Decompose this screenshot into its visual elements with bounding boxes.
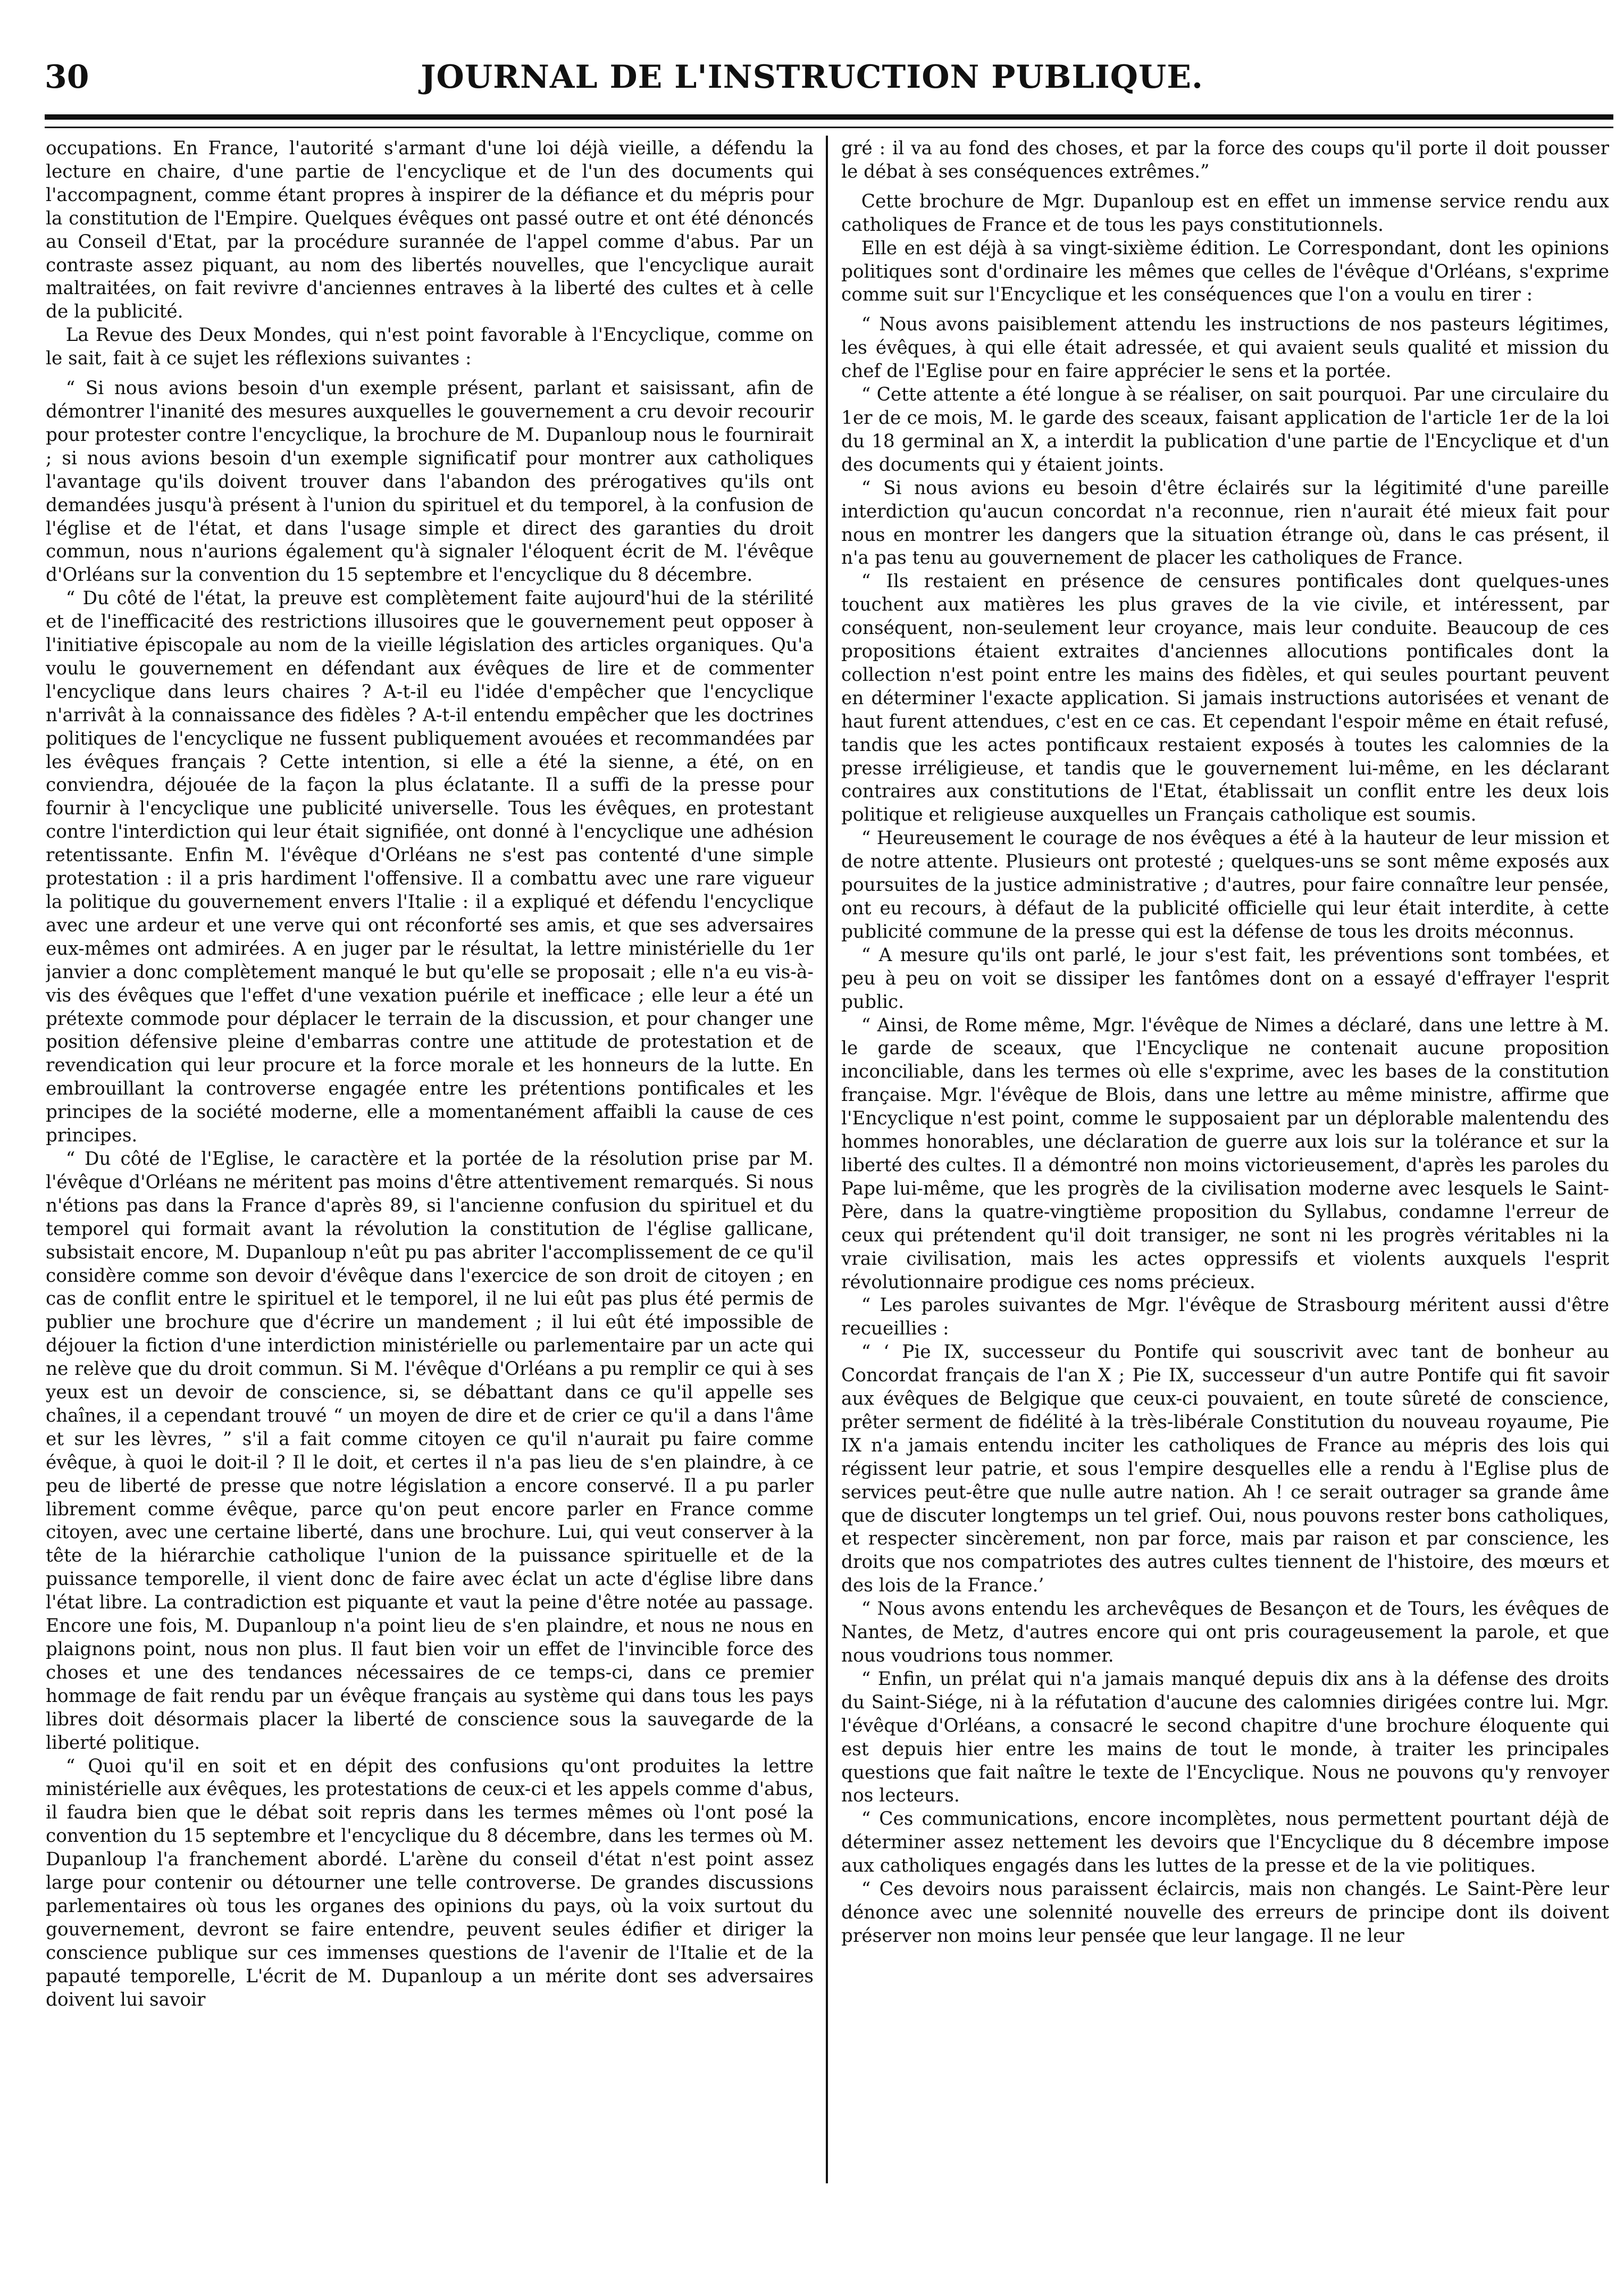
- paragraph: occupations. En France, l'autorité s'armant d'une loi déjà vieille, a défendu la lecture en chaire, d'une partie de l'encyclique et de l'un des documents qui l'accompagnent, comme étant propres à inspirer de la défiance et du mépris pour la constitution de l'Empire. Quelques évêques ont passé outre et ont été dénoncés au Conseil d'Etat, par la procédure surannée de l'appel comme d'abus. Par un contraste assez piquant, au nom des libertés nouvelles, que l'encyclique aurait maltraitées, on fait revivre d'anciennes entraves à la liberté des cultes et à celle de la publicité.: [46, 138, 814, 323]
- quoted-paragraph: “ Enfin, un prélat qui n'a jamais manqué depuis dix ans à la défense des droits du Saint-Siége, ni à la réfutation d'aucune des calomnies dirigées contre lui. Mgr. l'évêque d'Orléans, a consacré le second chapitre d'une brochure éloquente qui est depuis hier entre les mains de tout le monde, à traiter les principales questions que fait naître le texte de l'Encyclique. Nous ne pouvons qu'y renvoyer nos lecteurs.: [841, 1668, 1609, 1807]
- quoted-paragraph: “ Nous avons paisiblement attendu les instructions de nos pasteurs légitimes, les évêques, à qui elle était adressée, et qui avaient seuls qualité et mission du chef de l'Eglise pour en faire apprécier le sens et la portée.: [841, 314, 1609, 382]
- paragraph: Elle en est déjà à sa vingt-sixième édition. Le Correspondant, dont les opinions politiques sont d'ordinaire les mêmes que celles de l'évêque d'Orléans, s'exprime comme suit sur l'Encyclique et les conséquences que l'on a voulu en tirer :: [841, 237, 1609, 306]
- journal-title: JOURNAL DE L'INSTRUCTION PUBLIQUE.: [421, 59, 1203, 96]
- paragraph: gré : il va au fond des choses, et par la force des coups qu'il porte il doit pousser le débat à ses conséquences extrêmes.”: [841, 138, 1609, 182]
- quoted-paragraph: “ Ces communications, encore incomplètes, nous permettent pourtant déjà de déterminer assez nettement les devoirs que l'Encyclique du 8 décembre impose aux catholiques engagés dans les luttes de la presse et de la vie politiques.: [841, 1808, 1609, 1877]
- page-number: 30: [45, 59, 89, 96]
- quoted-paragraph: “ A mesure qu'ils ont parlé, le jour s'est fait, les préventions sont tombées, et peu à peu on voit se dissiper les fantômes dont on a essayé d'effrayer l'esprit public.: [841, 944, 1609, 1013]
- quoted-paragraph: “ Si nous avions eu besoin d'être éclairés sur la légitimité d'une pareille interdiction qu'aucun concordat n'a reconnue, rien n'aurait été mieux fait pour nous en montrer les dangers que la situation étrange où, dans le cas présent, il n'a pas tenu au gouvernement de placer les catholiques de France.: [841, 477, 1609, 569]
- quoted-paragraph: “ Ainsi, de Rome même, Mgr. l'évêque de Nimes a déclaré, dans une lettre à M. le garde de sceaux, que l'Encyclique ne contenait aucune proposition inconciliable, dans les termes où elle s'exprime, avec les bases de la constitution française. Mgr. l'évêque de Blois, dans une lettre au même ministre, affirme que l'Encyclique n'est point, comme le supposaient par un déplorable malentendu des hommes honorables, une déclaration de guerre aux lois sur la tolérance et sur la liberté des cultes. Il a démontré non moins victorieusement, d'après les paroles du Pape lui-même, que les progrès de la civilisation moderne avec lesquels le Saint-Père, dans la quatre-vingtième proposition du Syllabus, condamne l'erreur de ceux qui prétendent qu'il doit transiger, ne sont ni les progrès véritables ni la vraie civilisation, mais les actes oppressifs et violents auxquels l'esprit révolutionnaire prodigue ces noms précieux.: [841, 1014, 1609, 1293]
- quoted-paragraph: “ Du côté de l'Eglise, le caractère et la portée de la résolution prise par M. l'évêque d'Orléans ne méritent pas moins d'être attentivement remarqués. Si nous n'étions pas dans la France d'après 89, si l'ancienne confusion du spirituel et du temporel qui formait avant la révolution la constitution de l'église gallicane, subsistait encore, M. Dupanloup n'eût pu pas abriter l'accomplissement de ce qu'il considère comme son devoir d'évêque dans l'exercice de son droit de citoyen ; en cas de conflit entre le spirituel et le temporel, il ne lui eût pas plus été permis de publier une brochure que d'écrire un mandement ; il lui eût été impossible de déjouer la fiction d'une interdiction ministérielle ou parlementaire par un acte qui ne relève que du droit commun. Si M. l'évêque d'Orléans a pu remplir ce qui à ses yeux est un devoir de conscience, si, se débattant dans ce qu'il appelle ses chaînes, il a cependant trouvé “ un moyen de dire et de crier ce qu'il a dans l'âme et sur les lèvres, ” s'il a fait comme citoyen ce qu'il n'aurait pu faire comme évêque, à quoi le doit-il ? Il le doit, et certes il n'a pas lieu de s'en plaindre, à ce peu de liberté de presse que notre législation a encore conservé. Il a pu parler librement comme évêque, parce qu'on peut encore parler en France comme citoyen, avec une certaine liberté, dans une brochure. Lui, qui veut conserver à la tête de la hiérarchie catholique l'union de la puissance spirituelle et de la puissance temporelle, il vient donc de faire avec éclat un acte d'église libre dans l'état libre. La contradiction est piquante et vaut la peine d'être notée au passage. Encore une fois, M. Dupanloup n'a point lieu de s'en plaindre, et nous ne nous en plaignons point, nous non plus. Il faut bien voir un effet de l'invincible force des choses et une des tendances nécessaires de ce temps-ci, dans ce premier hommage de fait rendu par un évêque français au système qui dans tous les pays libres doit désormais placer la liberté de conscience sous la sauvegarde de la liberté politique.: [46, 1148, 814, 1754]
- page-header: [0, 53, 1624, 101]
- right-column: [841, 137, 1609, 2196]
- paragraph: Cette brochure de Mgr. Dupanloup est en effet un immense service rendu aux catholiques de France et de tous les pays constitutionnels.: [841, 190, 1609, 236]
- quoted-paragraph: “ Du côté de l'état, la preuve est complètement faite aujourd'hui de la stérilité et de l'inefficacité des restrictions illusoires que le gouvernement peut opposer à l'initiative épiscopale au nom de la vieille législation des articles organiques. Qu'a voulu le gouvernement en défendant aux évêques de lire et de commenter l'encyclique dans leurs chaires ? A-t-il eu l'idée d'empêcher que l'encyclique n'arrivât à la connaissance des fidèles ? A-t-il entendu empêcher que les doctrines politiques de l'encyclique ne fussent publiquement avouées et recommandées par les évêques français ? Cette intention, si elle a été la sienne, a été, on en conviendra, déjouée de la façon la plus éclatante. Il a suffi de la presse pour fournir à l'encyclique une publicité universelle. Tous les évêques, en protestant contre l'interdiction qui leur était signifiée, ont donné à l'encyclique une adhésion retentissante. Enfin M. l'évêque d'Orléans ne s'est pas contenté d'une simple protestation : il a pris hardiment l'offensive. Il a combattu avec une rare vigueur la politique du gouvernement envers l'Italie : il a expliqué et défendu l'encyclique avec une ardeur et une verve qui ont réconforté ses amis, et que ses adversaires eux-mêmes ont admirées. A en juger par le résultat, la lettre ministérielle du 1er janvier a donc complètement manqué le but qu'elle se proposait ; elle n'a eu vis-à-vis des évêques que l'effet d'une vexation puérile et inefficace ; elle leur a été un prétexte commode pour déplacer le terrain de la discussion, et pour changer une position défensive pleine d'embarras contre une attitude de protestation et de revendication qui leur procure et la force morale et les honneurs de la lutte. En embrouillant la controverse engagée entre les prétentions pontificales et les principes de la société moderne, elle a momentanément affaibli la cause de ces principes.: [46, 588, 814, 1147]
- quoted-paragraph: “ Les paroles suivantes de Mgr. l'évêque de Strasbourg méritent aussi d'être recueillies :: [841, 1295, 1609, 1340]
- quoted-paragraph: “ Quoi qu'il en soit et en dépit des confusions qu'ont produites la lettre ministérielle aux évêques, les protestations de ceux-ci et les appels comme d'abus, il faudra bien que le débat soit repris dans les termes mêmes où l'ont posé la convention du 15 septembre et l'encyclique du 8 décembre, dans les termes où M. Dupanloup l'a franchement abordé. L'arène du conseil d'état n'est point assez large pour contenir ou détourner une telle controverse. De grandes discussions parlementaires où tous les organes des opinions du pays, où la voix surtout du gouvernement, devront se faire entendre, peuvent seules édifier et diriger la conscience publique sur ces immenses questions de l'avenir de l'Italie et de la papauté temporelle, L'écrit de M. Dupanloup a un mérite dont ses adversaires doivent lui savoir: [46, 1755, 814, 2010]
- column-divider: [826, 136, 828, 2183]
- quoted-paragraph: “ Ils restaient en présence de censures pontificales dont quelques-unes touchent aux matières les plus graves de la vie civile, et intéressent, par conséquent, non-seulement leur croyance, mais leur conduite. Beaucoup de ces propositions étaient extraites d'anciennes allocutions pontificales dont la collection n'est point entre les mains des fidèles, et qui seules pourtant peuvent en déterminer l'exacte application. Si jamais instructions autorisées et venant de haut furent attendues, c'est en ce cas. Et cependant l'espoir même en était refusé, tandis que les actes pontificaux restaient exposés à toutes les calomnies de la presse irréligieuse, et tandis que le gouvernement lui-même, en les déclarant contraires aux constitutions de l'Etat, établissait un conflit entre les deux lois politique et religieuse auxquelles un Français catholique est soumis.: [841, 571, 1609, 826]
- left-column: [46, 137, 814, 2196]
- quoted-paragraph: “ ‘ Pie IX, successeur du Pontife qui souscrivit avec tant de bonheur au Concordat français de l'an X ; Pie IX, successeur d'un autre Pontife qui fit savoir aux évêques de Belgique que ceux-ci pouvaient, en toute sûreté de conscience, prêter serment de fidélité à la très-libérale Constitution du nouveau royaume, Pie IX n'a jamais entendu inciter les catholiques de France au mépris des lois qui régissent leur patrie, et sous l'empire desquelles elle a rendu à l'Eglise plus de services peut-être que nulle autre nation. Ah ! ce serait outrager sa grande âme que de discuter longtemps un tel grief. Oui, nous pouvons rester bons catholiques, et respecter sincèrement, non par force, mais par raison et par conscience, les droits que nos compatriotes des autres cultes tiennent de l'histoire, des mœurs et des lois de la France.’: [841, 1341, 1609, 1597]
- quoted-paragraph: “ Nous avons entendu les archevêques de Besançon et de Tours, les évêques de Nantes, de Metz, d'autres encore qui ont pris courageusement la parole, et que nous voudrions tous nommer.: [841, 1598, 1609, 1666]
- quoted-paragraph: “ Cette attente a été longue à se réaliser, on sait pourquoi. Par une circulaire du 1er de ce mois, M. le garde des sceaux, faisant application de l'article 1er de la loi du 18 germinal an X, a interdit la publication d'une partie de l'Encyclique et d'un des documents qui y étaient joints.: [841, 384, 1609, 475]
- header-rule-thin: [45, 127, 1613, 128]
- header-rule-thick: [45, 114, 1613, 120]
- paragraph: La Revue des Deux Mondes, qui n'est point favorable à l'Encyclique, comme on le sait, fait à ce sujet les réflexions suivantes :: [46, 324, 814, 370]
- quoted-paragraph: “ Ces devoirs nous paraissent éclaircis, mais non changés. Le Saint-Père leur dénonce avec une solennité nouvelle des erreurs de principe dont ils doivent préserver non moins leur pensée que leur langage. Il ne leur: [841, 1879, 1609, 1947]
- quoted-paragraph: “ Si nous avions besoin d'un exemple présent, parlant et saisissant, afin de démontrer l'inanité des mesures auxquelles le gouvernement a cru devoir recourir pour protester contre l'encyclique, la brochure de M. Dupanloup nous le fournirait ; si nous avions besoin d'un exemple significatif pour montrer aux catholiques l'avantage qu'ils doivent trouver dans l'abandon des prérogatives qu'ils ont demandées jusqu'à présent à l'union du spirituel et du temporel, à la confusion de l'église et de l'état, et dans l'usage simple et direct des garanties du droit commun, nous n'aurions également qu'à signaler l'éloquent écrit de M. l'évêque d'Orléans sur la convention du 15 septembre et l'encyclique du 8 décembre.: [46, 378, 814, 586]
- quoted-paragraph: “ Heureusement le courage de nos évêques a été à la hauteur de leur mission et de notre attente. Plusieurs ont protesté ; quelques-uns se sont même exposés aux poursuites de la justice administrative ; d'autres, pour faire connaître leur pensée, ont eu recours, à défaut de la publicité officielle qui leur était interdite, à cette publicité commune de la presse qui est la défense de tous les droits méconnus.: [841, 828, 1609, 942]
